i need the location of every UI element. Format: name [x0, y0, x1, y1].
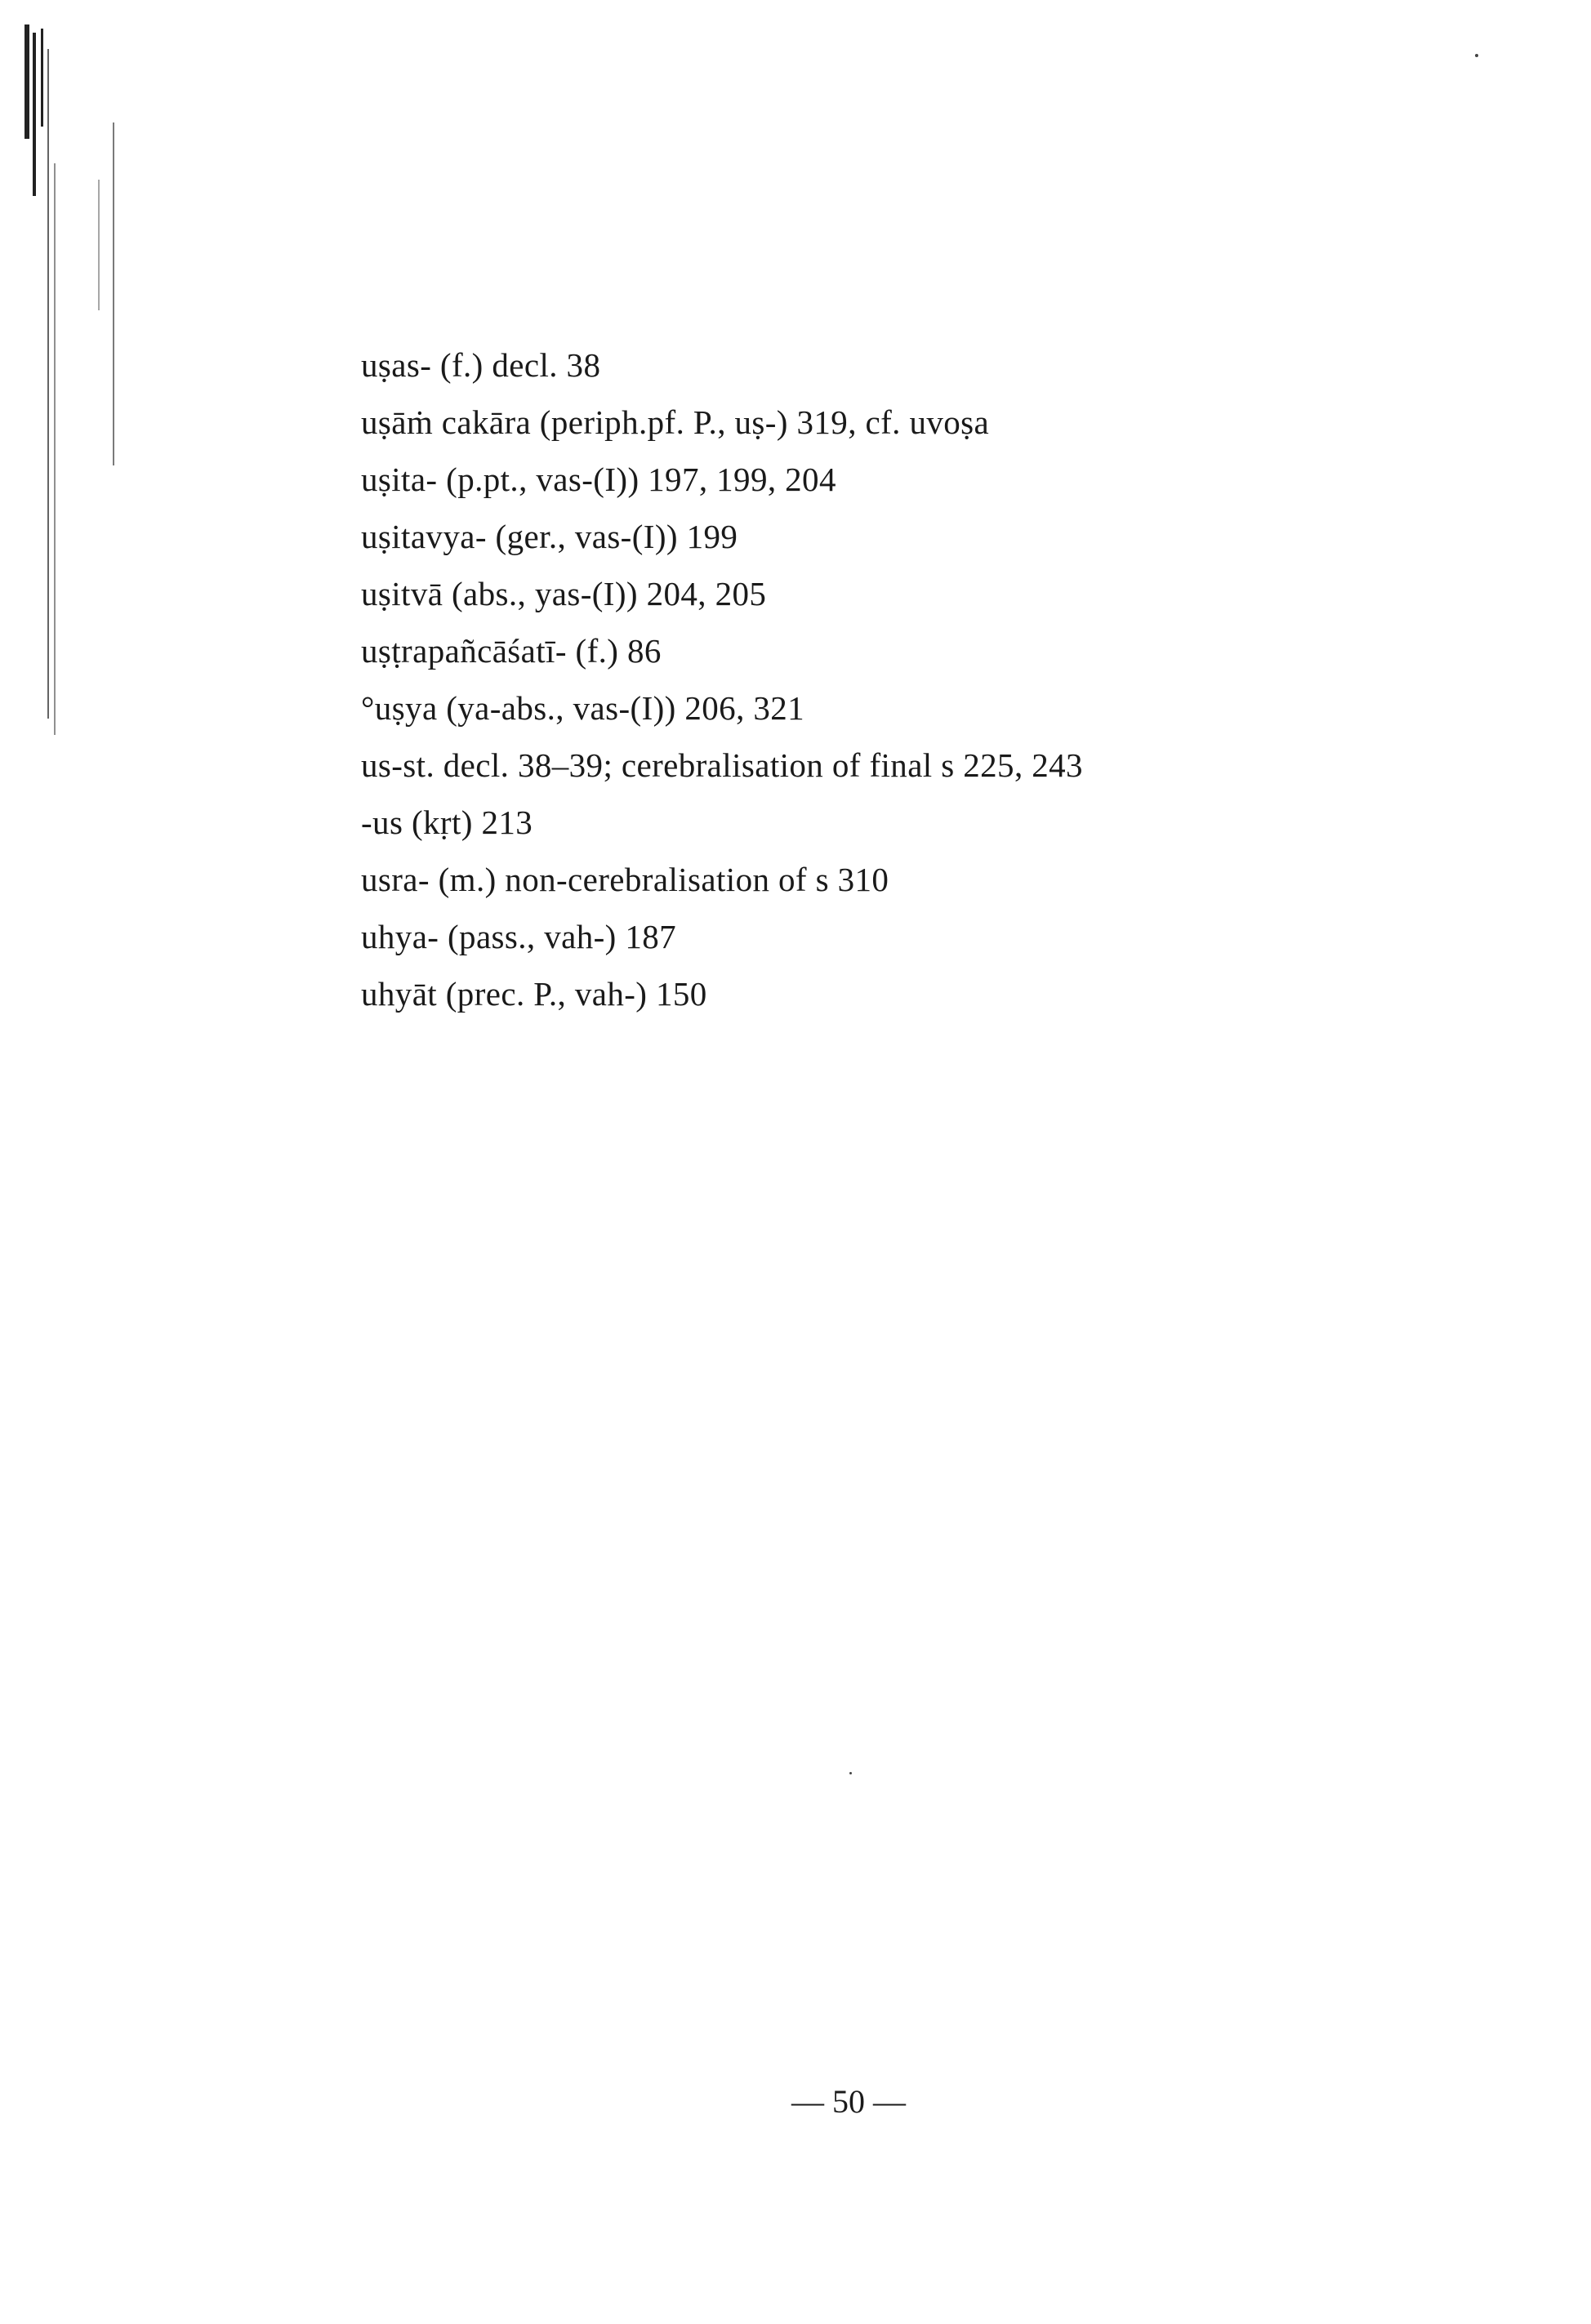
index-entry: uṣitvā (abs., yas-(I)) 204, 205 — [361, 575, 767, 612]
index-entry: usra- (m.) non-cerebralisation of s 310 — [361, 861, 889, 898]
binding-edge-mark — [98, 180, 100, 310]
scan-speck — [1475, 54, 1478, 57]
index-entry: uṣṭrapañcāśatī- (f.) 86 — [361, 632, 662, 670]
index-entry: uṣitavya- (ger., vas-(I)) 199 — [361, 518, 738, 555]
binding-edge-mark — [33, 33, 36, 196]
index-entry: uṣāṁ cakāra (periph.pf. P., uṣ-) 319, cf. uvoṣa — [361, 403, 990, 441]
index-entry: °uṣya (ya-abs., vas-(I)) 206, 321 — [361, 689, 805, 727]
binding-edge-mark — [25, 24, 29, 139]
binding-edge-mark — [41, 29, 43, 127]
index-entry: uṣita- (p.pt., vas-(I)) 197, 199, 204 — [361, 461, 836, 498]
page-number: — 50 — — [791, 2083, 906, 2120]
index-entry: -us (kṛt) 213 — [361, 804, 533, 841]
scan-speck — [849, 1772, 852, 1774]
binding-edge-mark — [47, 49, 49, 719]
index-entries — [361, 336, 1521, 1022]
index-entry: uhyāt (prec. P., vah-) 150 — [361, 975, 707, 1013]
binding-edge-mark — [54, 163, 56, 735]
index-entry: us-st. decl. 38–39; cerebralisation of final s 225, 243 — [361, 746, 1083, 784]
index-entry: uṣas- (f.) decl. 38 — [361, 346, 601, 384]
binding-edge-mark — [113, 122, 114, 465]
index-entry: uhya- (pass., vah-) 187 — [361, 918, 677, 955]
